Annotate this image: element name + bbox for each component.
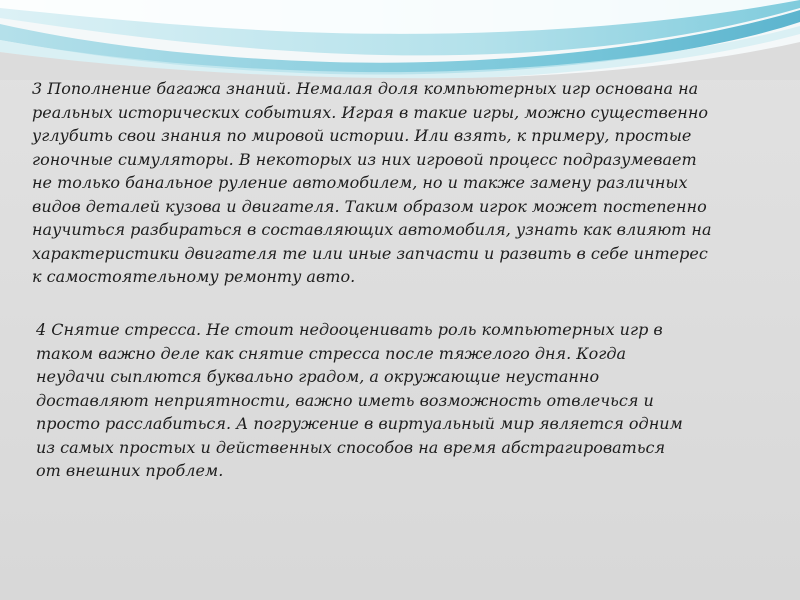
paragraph-knowledge: 3 Пополнение багажа знаний. Немалая доля компьютерных игр основана на реальных исторических событиях. Играя в такие игры, можно существенно углубить свои знания по мировой истории. Или взять, к примеру, простые гоночные симуляторы. В некоторых из них игровой процесс подразумевает не только банальное руление автомобилем, но и также замену различных видов деталей кузова и двигателя. Таким образом игрок может постепенно научиться разбираться в составляющих автомобиля, узнать как влияют на характеристики двигателя те или иные запчасти и развить в себе интерес к самостоятельному ремонту авто. (32, 79, 712, 286)
paragraph-stress-relief: 4 Снятие стресса. Не стоит недооценивать роль компьютерных игр в таком важно деле как снятие стресса после тяжелого дня. Когда неудачи сыплются буквально градом, а окружающие неустанно доставляют неприятности, важно иметь возможность отвлечься и просто расслабиться. А погружение в виртуальный мир является одним из самых простых и действенных способов на время абстрагироваться от внешних проблем. (36, 320, 683, 480)
header-wave-decoration (0, 0, 800, 80)
